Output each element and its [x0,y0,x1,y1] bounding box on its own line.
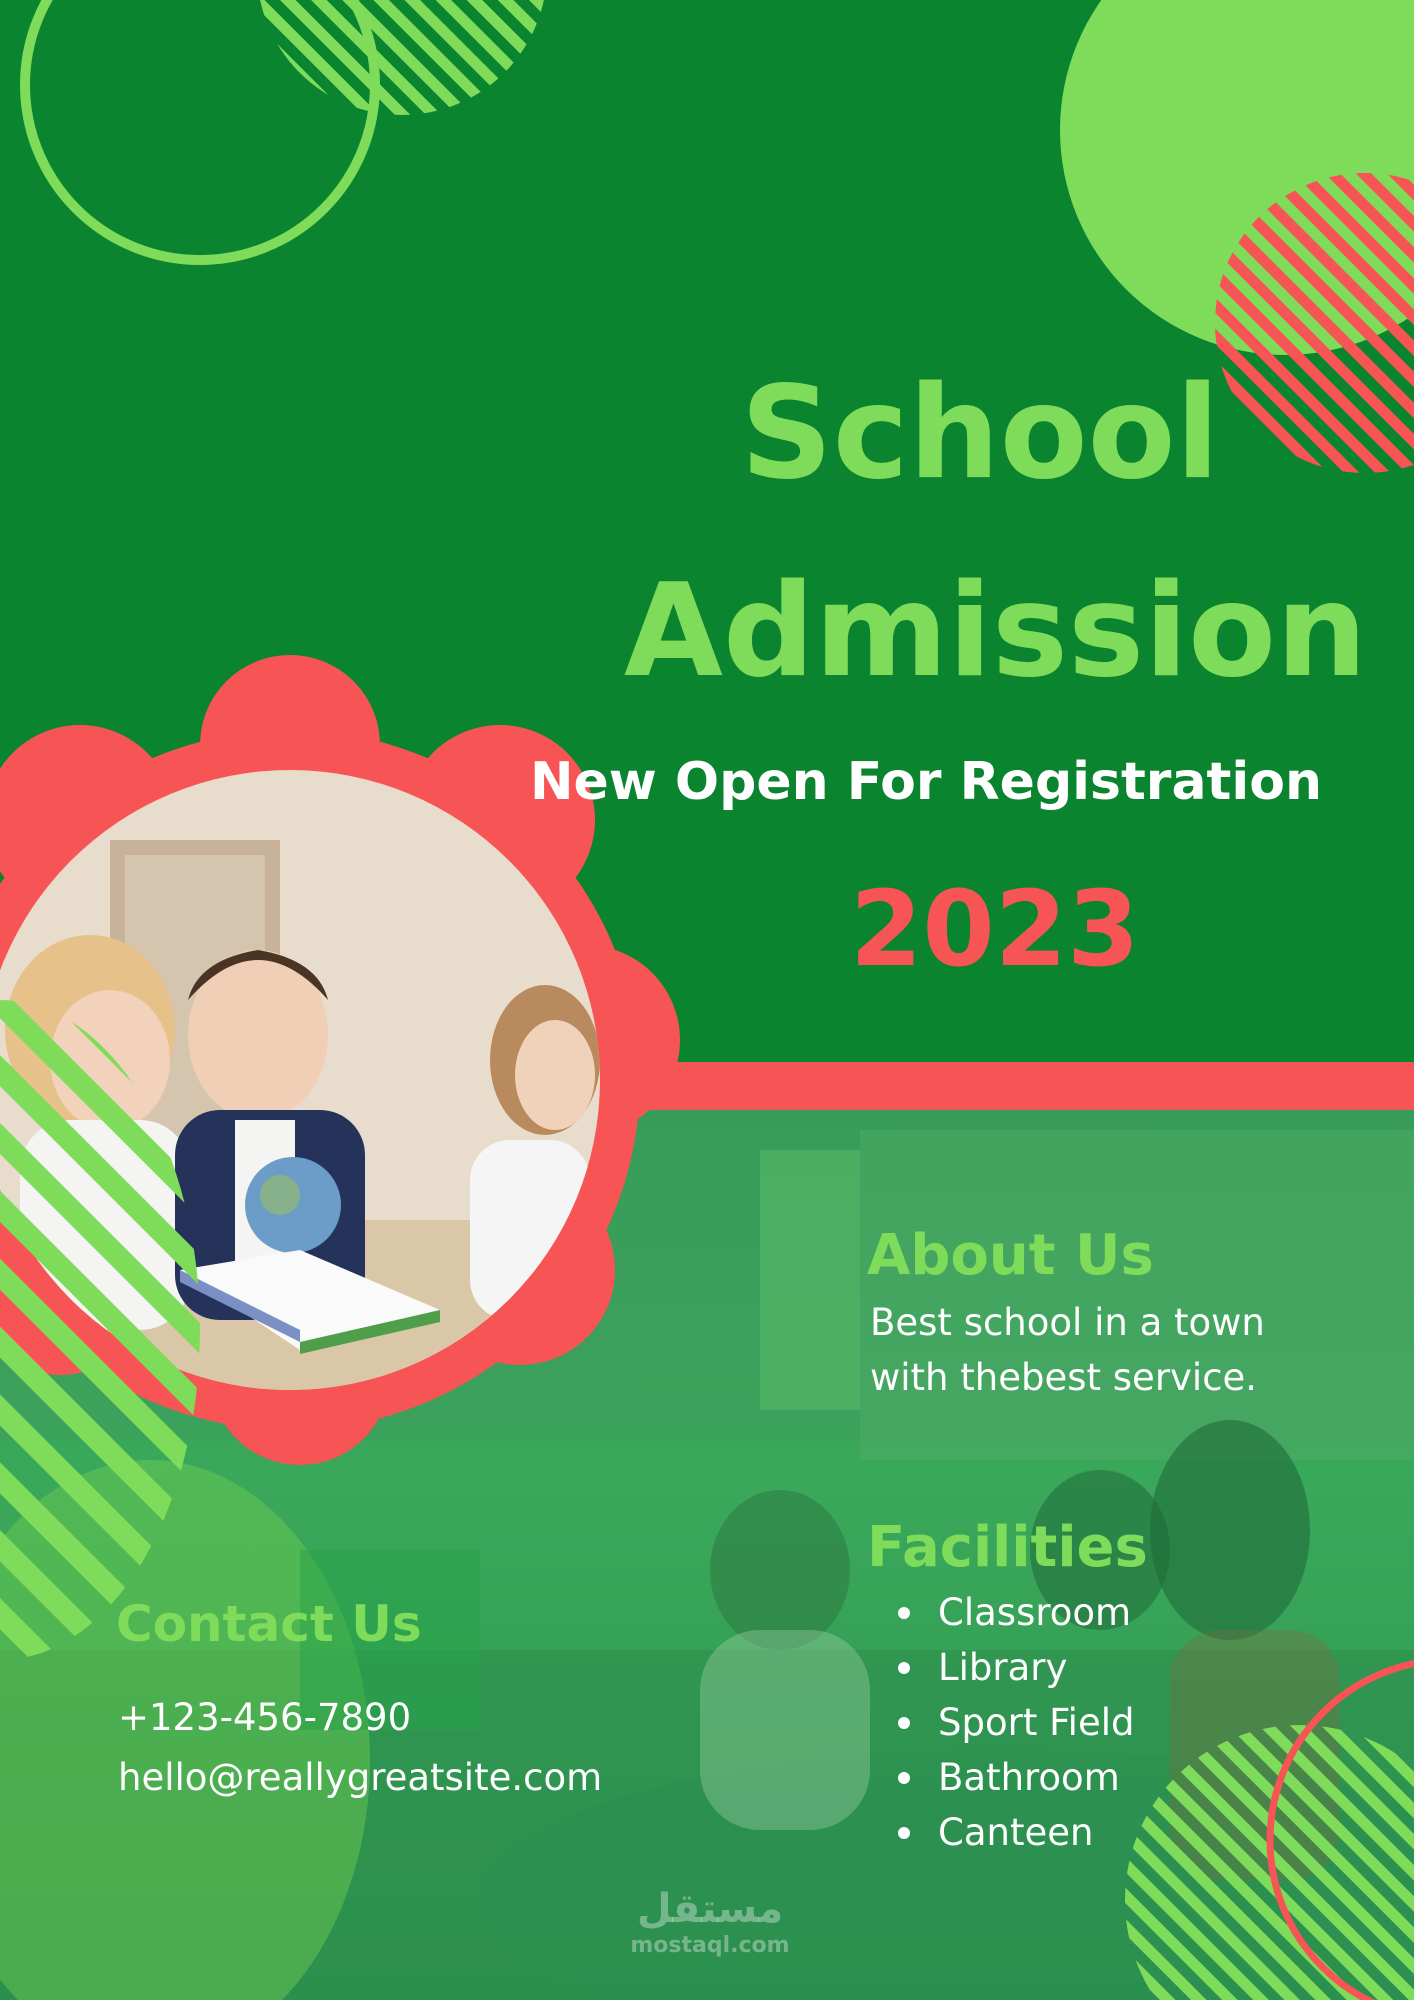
watermark-site: mostaql.com [630,1933,790,1958]
facilities-heading: Facilities [867,1515,1148,1580]
mostaql-watermark [620,1885,800,1959]
facility-label: Bathroom [938,1756,1120,1799]
bullet-dot [898,1772,910,1784]
facility-item [890,1805,1135,1860]
facility-label: Classroom [938,1591,1132,1634]
facilities-list [890,1585,1135,1860]
title-line-admission: Admission [623,557,1368,706]
bullet-dot [898,1827,910,1839]
bullet-dot [898,1662,910,1674]
facility-item [890,1640,1135,1695]
title-line-school: School [740,359,1220,508]
facility-item [890,1695,1135,1750]
contact-heading: Contact Us [116,1595,422,1653]
contact-phone: +123-456-7890 [118,1696,412,1739]
year-label: 2023 [850,868,1140,990]
registration-subtitle: New Open For Registration [530,752,1322,812]
facility-item [890,1585,1135,1640]
facility-label: Sport Field [938,1701,1135,1744]
about-text-line1: Best school in a town [870,1301,1265,1344]
facility-label: Canteen [938,1811,1094,1854]
facility-item [890,1750,1135,1805]
striped-circle-top [257,0,547,115]
facility-label: Library [938,1646,1068,1689]
watermark-logo: مستقل [636,1886,784,1932]
bullet-dot [898,1607,910,1619]
bullet-dot [898,1717,910,1729]
contact-email: hello@reallygreatsite.com [118,1756,603,1799]
about-heading: About Us [867,1223,1154,1288]
about-text-line2: with thebest service. [870,1356,1258,1399]
